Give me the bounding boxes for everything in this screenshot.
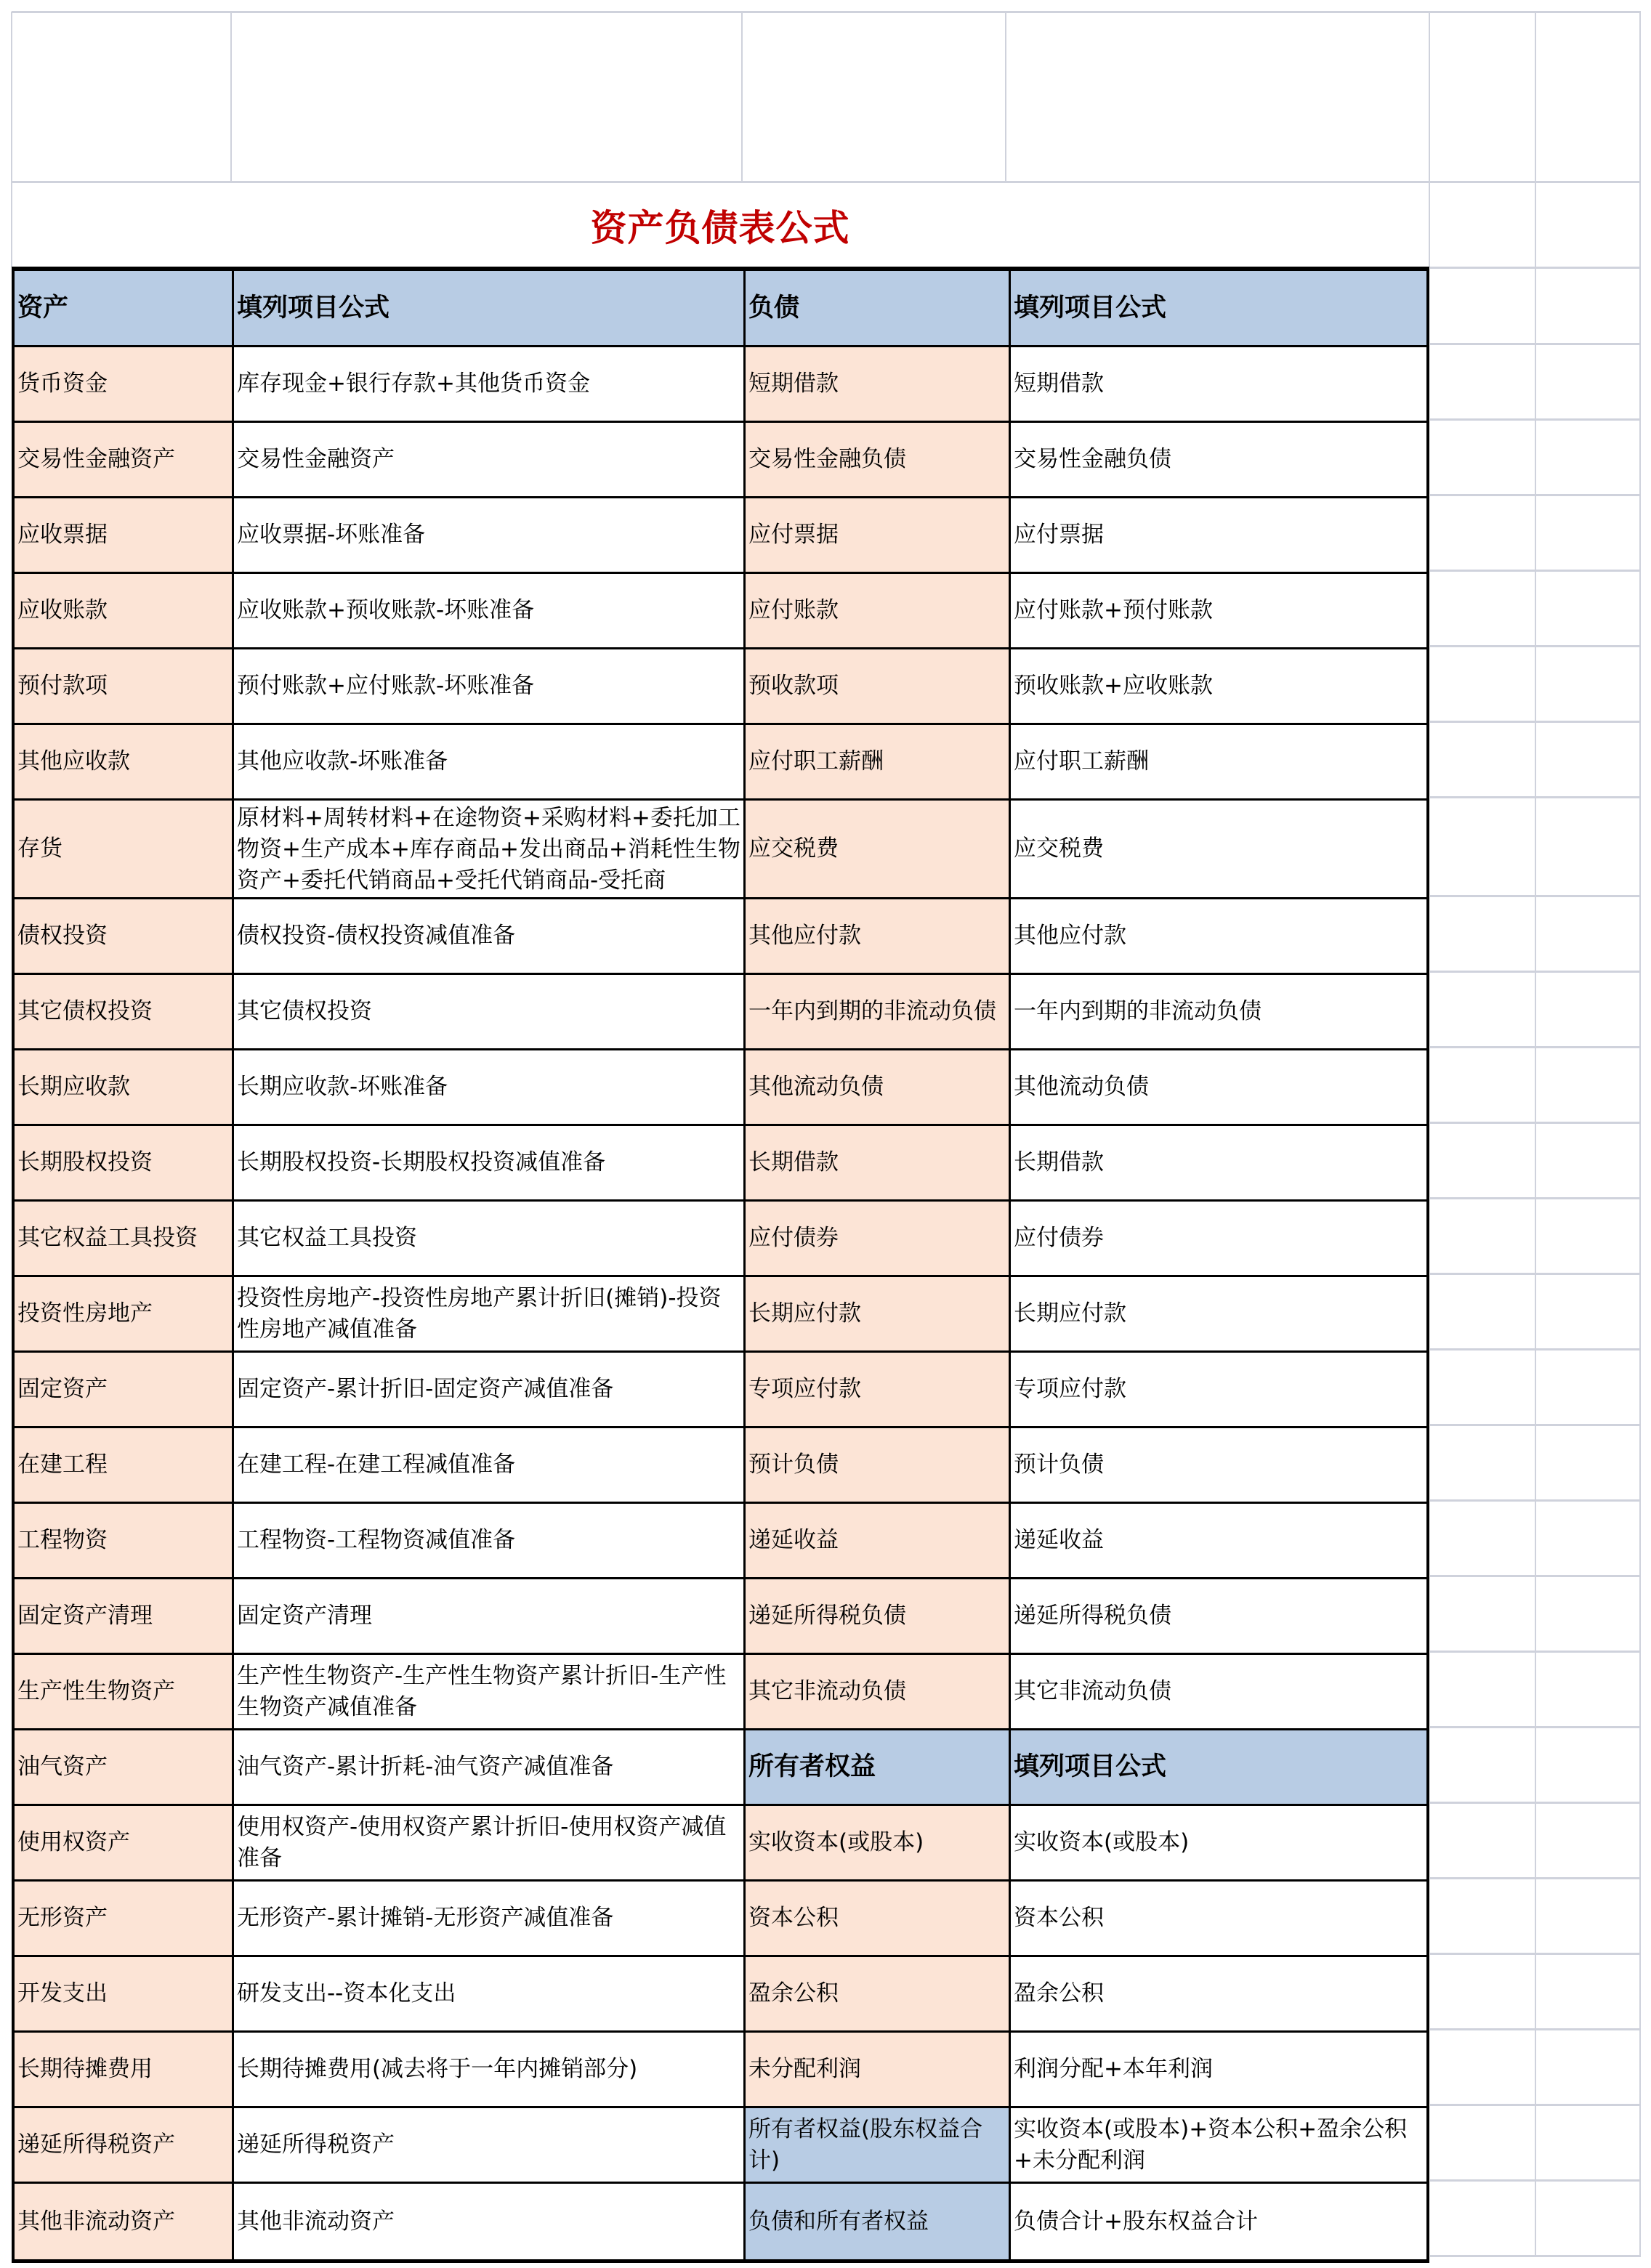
asset-name-cell[interactable]: 无形资产 xyxy=(15,1882,234,1955)
asset-formula-cell[interactable]: 其它权益工具投资 xyxy=(234,1202,746,1275)
liability-name-cell[interactable]: 其他流动负债 xyxy=(746,1050,1011,1124)
header-liabilities[interactable]: 负债 xyxy=(746,271,1011,345)
table-row xyxy=(15,423,1426,498)
asset-name-cell[interactable]: 其它权益工具投资 xyxy=(15,1202,234,1275)
asset-formula-cell[interactable]: 固定资产清理 xyxy=(234,1579,746,1653)
table-row xyxy=(15,2033,1426,2108)
table-row xyxy=(15,801,1426,899)
equity-formula-cell[interactable]: 盈余公积 xyxy=(1014,1980,1104,2006)
asset-formula-cell[interactable]: 递延所得税资产 xyxy=(234,2108,746,2182)
liability-name-cell[interactable]: 应付债券 xyxy=(746,1202,1011,1275)
asset-formula-cell[interactable]: 债权投资-债权投资减值准备 xyxy=(234,899,746,973)
table-row xyxy=(15,1126,1426,1202)
table-row xyxy=(15,1655,1426,1730)
table-row xyxy=(15,1882,1426,1957)
gridline xyxy=(1430,1424,1641,1426)
gridline xyxy=(1429,12,1430,267)
gridline xyxy=(12,11,1641,13)
asset-formula-cell[interactable]: 应收账款+预收账款-坏账准备 xyxy=(234,574,746,647)
table-row xyxy=(15,899,1426,975)
liability-name-cell[interactable]: 其他应付款 xyxy=(746,899,1011,973)
liability-name-cell[interactable]: 递延所得税负债 xyxy=(746,1579,1011,1653)
table-row xyxy=(15,1353,1426,1428)
gridline xyxy=(1430,1877,1641,1879)
asset-name-cell[interactable]: 其他应收款 xyxy=(15,725,234,798)
asset-name-cell[interactable]: 债权投资 xyxy=(15,899,234,973)
gridline xyxy=(1639,12,1641,2256)
asset-name-cell[interactable]: 使用权资产 xyxy=(15,1806,234,1879)
liability-name-cell[interactable]: 长期借款 xyxy=(746,1126,1011,1199)
asset-name-cell[interactable]: 应收票据 xyxy=(15,498,234,572)
asset-formula-cell[interactable]: 工程物资-工程物资减值准备 xyxy=(234,1504,746,1577)
gridline xyxy=(1430,895,1641,897)
liability-name-cell[interactable]: 递延收益 xyxy=(746,1504,1011,1577)
gridline xyxy=(1430,1046,1641,1048)
liability-formula-cell[interactable]: 递延收益 xyxy=(1014,1527,1104,1553)
gridline xyxy=(1430,1575,1641,1577)
equity-formula-cell[interactable]: 实收资本(或股本)+资本公积+盈余公积+未分配利润 xyxy=(1014,2115,1408,2174)
asset-formula-cell[interactable]: 使用权资产-使用权资产累计折旧-使用权资产减值准备 xyxy=(234,1806,746,1879)
asset-formula-cell[interactable]: 预付账款+应付账款-坏账准备 xyxy=(234,649,746,723)
liability-name-cell[interactable]: 预收款项 xyxy=(746,649,1011,723)
table-row xyxy=(15,1277,1426,1353)
gridline xyxy=(1430,971,1641,973)
table-row xyxy=(15,1730,1426,1806)
liability-formula-cell[interactable]: 其它非流动负债 xyxy=(1014,1678,1171,1704)
table-row xyxy=(15,2184,1426,2259)
gridline xyxy=(1430,1651,1641,1653)
gridline xyxy=(1430,1122,1641,1124)
table-row xyxy=(15,975,1426,1050)
equity-name-cell[interactable]: 实收资本(或股本) xyxy=(746,1806,1011,1879)
gridline xyxy=(1430,721,1641,723)
asset-name-cell[interactable]: 长期股权投资 xyxy=(15,1126,234,1199)
asset-name-cell[interactable]: 应收账款 xyxy=(15,574,234,647)
liability-formula-cell[interactable]: 应付账款+预付账款 xyxy=(1014,597,1213,623)
liability-name-cell[interactable]: 应付票据 xyxy=(746,498,1011,572)
table-row xyxy=(15,1579,1426,1655)
asset-formula-cell[interactable]: 研发支出--资本化支出 xyxy=(234,1957,746,2030)
table-row xyxy=(15,649,1426,725)
gridline xyxy=(1430,2104,1641,2106)
header-liabilities-formula[interactable]: 填列项目公式 xyxy=(1011,271,1426,345)
asset-name-cell[interactable]: 生产性生物资产 xyxy=(15,1655,234,1728)
balance-sheet-table xyxy=(12,267,1429,2263)
gridline xyxy=(1005,12,1006,182)
gridline xyxy=(1430,1953,1641,1955)
liability-formula-cell[interactable]: 递延所得税负债 xyxy=(1014,1603,1171,1629)
liability-formula-cell[interactable]: 其他流动负债 xyxy=(1014,1074,1149,1100)
asset-formula-cell[interactable]: 长期待摊费用(减去将于一年内摊销部分) xyxy=(234,2033,746,2106)
liability-formula-cell[interactable]: 预收账款+应收账款 xyxy=(1014,673,1213,699)
asset-name-cell[interactable]: 固定资产清理 xyxy=(15,1579,234,1653)
equity-formula-cell[interactable]: 实收资本(或股本) xyxy=(1014,1829,1190,1855)
asset-formula-cell[interactable]: 投资性房地产-投资性房地产累计折旧(摊销)-投资性房地产减值准备 xyxy=(234,1277,746,1350)
equity-name-cell[interactable]: 未分配利润 xyxy=(746,2033,1011,2106)
equity-formula-cell[interactable]: 负债合计+股东权益合计 xyxy=(1014,2208,1258,2235)
page-title: 资产负债表公式 xyxy=(590,207,850,249)
liability-formula-cell[interactable]: 短期借款 xyxy=(1014,370,1104,397)
asset-formula-cell[interactable]: 固定资产-累计折旧-固定资产减值准备 xyxy=(234,1353,746,1426)
liability-formula-cell[interactable]: 专项应付款 xyxy=(1014,1376,1126,1402)
gridline xyxy=(1430,494,1641,496)
gridline xyxy=(1430,2179,1641,2182)
liability-name-cell[interactable]: 应付职工薪酬 xyxy=(746,725,1011,798)
gridline xyxy=(1535,12,1536,2256)
asset-name-cell[interactable]: 在建工程 xyxy=(15,1428,234,1502)
liability-formula-cell[interactable]: 其他应付款 xyxy=(1014,923,1126,949)
header-row xyxy=(15,271,1426,347)
gridline xyxy=(741,12,743,182)
gridline xyxy=(1430,1348,1641,1350)
asset-name-cell[interactable]: 递延所得税资产 xyxy=(15,2108,234,2182)
asset-formula-cell[interactable]: 应收票据-坏账准备 xyxy=(234,498,746,572)
asset-name-cell[interactable]: 其它债权投资 xyxy=(15,975,234,1048)
liability-name-cell[interactable]: 短期借款 xyxy=(746,347,1011,421)
asset-formula-cell[interactable]: 在建工程-在建工程减值准备 xyxy=(234,1428,746,1502)
asset-formula-cell[interactable]: 库存现金+银行存款+其他货币资金 xyxy=(234,347,746,421)
liability-formula-cell[interactable]: 应交税费 xyxy=(1014,835,1104,862)
gridline xyxy=(1430,1726,1641,1728)
table-row xyxy=(15,725,1426,801)
gridline xyxy=(1430,796,1641,798)
asset-formula-cell[interactable]: 无形资产-累计摊销-无形资产减值准备 xyxy=(234,1882,746,1955)
asset-formula-cell[interactable]: 生产性生物资产-生产性生物资产累计折旧-生产性生物资产减值准备 xyxy=(234,1655,746,1728)
liability-formula-cell[interactable]: 长期借款 xyxy=(1014,1149,1104,1175)
asset-name-cell[interactable]: 预付款项 xyxy=(15,649,234,723)
equity-name-cell[interactable]: 负债和所有者权益 xyxy=(746,2184,1011,2259)
asset-formula-cell[interactable]: 长期应收款-坏账准备 xyxy=(234,1050,746,1124)
gridline xyxy=(1430,1197,1641,1199)
asset-name-cell[interactable]: 存货 xyxy=(15,801,234,897)
gridline xyxy=(1430,1802,1641,1804)
table-row xyxy=(15,574,1426,649)
liability-formula-cell[interactable]: 应付职工薪酬 xyxy=(1014,748,1149,774)
gridline xyxy=(1430,267,1641,269)
table-row xyxy=(15,1050,1426,1126)
equity-formula-cell[interactable]: 资本公积 xyxy=(1014,1905,1104,1931)
asset-formula-cell[interactable]: 长期股权投资-长期股权投资减值准备 xyxy=(234,1126,746,1199)
table-row xyxy=(15,1202,1426,1277)
liability-formula-cell[interactable]: 应付票据 xyxy=(1014,522,1104,548)
liability-formula-cell[interactable]: 长期应付款 xyxy=(1014,1300,1126,1327)
asset-name-cell[interactable]: 工程物资 xyxy=(15,1504,234,1577)
liability-name-cell[interactable]: 一年内到期的非流动负债 xyxy=(746,975,1011,1048)
asset-name-cell[interactable]: 固定资产 xyxy=(15,1353,234,1426)
gridline xyxy=(1430,1499,1641,1502)
table-row xyxy=(15,1957,1426,2033)
liability-formula-cell[interactable]: 预计负债 xyxy=(1014,1451,1104,1478)
gridline xyxy=(230,12,232,182)
liability-name-cell[interactable]: 应付账款 xyxy=(746,574,1011,647)
liability-formula-cell[interactable]: 应付债券 xyxy=(1014,1225,1104,1251)
table-row xyxy=(15,1806,1426,1882)
asset-name-cell[interactable]: 长期应收款 xyxy=(15,1050,234,1124)
table-body xyxy=(15,347,1426,2259)
asset-formula-cell[interactable]: 其它债权投资 xyxy=(234,975,746,1048)
asset-name-cell[interactable]: 油气资产 xyxy=(15,1730,234,1804)
header-assets-formula[interactable]: 填列项目公式 xyxy=(234,271,746,345)
equity-name-cell[interactable]: 所有者权益(股东权益合计) xyxy=(746,2108,1011,2182)
equity-formula-cell[interactable]: 利润分配+本年利润 xyxy=(1014,2056,1213,2082)
asset-formula-cell[interactable]: 其他非流动资产 xyxy=(234,2184,746,2259)
asset-name-cell[interactable]: 长期待摊费用 xyxy=(15,2033,234,2106)
gridline xyxy=(1430,2028,1641,2030)
asset-name-cell[interactable]: 货币资金 xyxy=(15,347,234,421)
gridline xyxy=(1430,418,1641,421)
table-row xyxy=(15,2108,1426,2184)
asset-formula-cell[interactable]: 油气资产-累计折耗-油气资产减值准备 xyxy=(234,1730,746,1804)
asset-formula-cell[interactable]: 交易性金融资产 xyxy=(234,423,746,496)
asset-formula-cell[interactable]: 其他应收款-坏账准备 xyxy=(234,725,746,798)
asset-formula-cell[interactable]: 原材料+周转材料+在途物资+采购材料+委托加工物资+生产成本+库存商品+发出商品+消耗性生物资产+委托代销商品+受托代销商品-受托商 xyxy=(234,801,746,897)
gridline xyxy=(1430,1273,1641,1275)
table-row xyxy=(15,498,1426,574)
equity-name-cell[interactable]: 盈余公积 xyxy=(746,1957,1011,2030)
liability-name-cell[interactable]: 其它非流动负债 xyxy=(746,1655,1011,1728)
header-equity-formula[interactable]: 填列项目公式 xyxy=(1011,1730,1426,1804)
liability-name-cell[interactable]: 专项应付款 xyxy=(746,1353,1011,1426)
asset-name-cell[interactable]: 其他非流动资产 xyxy=(15,2184,234,2259)
gridline xyxy=(1430,2255,1641,2257)
header-assets[interactable]: 资产 xyxy=(15,271,234,345)
liability-name-cell[interactable]: 长期应付款 xyxy=(746,1277,1011,1350)
gridline xyxy=(1430,570,1641,572)
asset-name-cell[interactable]: 交易性金融资产 xyxy=(15,423,234,496)
liability-name-cell[interactable]: 交易性金融负债 xyxy=(746,423,1011,496)
liability-formula-cell[interactable]: 交易性金融负债 xyxy=(1014,446,1171,472)
header-equity[interactable]: 所有者权益 xyxy=(746,1730,1011,1804)
liability-name-cell[interactable]: 预计负债 xyxy=(746,1428,1011,1502)
table-row xyxy=(15,1428,1426,1504)
liability-name-cell[interactable]: 应交税费 xyxy=(746,801,1011,897)
equity-name-cell[interactable]: 资本公积 xyxy=(746,1882,1011,1955)
gridline xyxy=(1430,343,1641,345)
asset-name-cell[interactable]: 投资性房地产 xyxy=(15,1277,234,1350)
table-row xyxy=(15,1504,1426,1579)
gridline xyxy=(1430,645,1641,647)
liability-formula-cell[interactable]: 一年内到期的非流动负债 xyxy=(1014,998,1262,1024)
asset-name-cell[interactable]: 开发支出 xyxy=(15,1957,234,2030)
table-row xyxy=(15,347,1426,423)
